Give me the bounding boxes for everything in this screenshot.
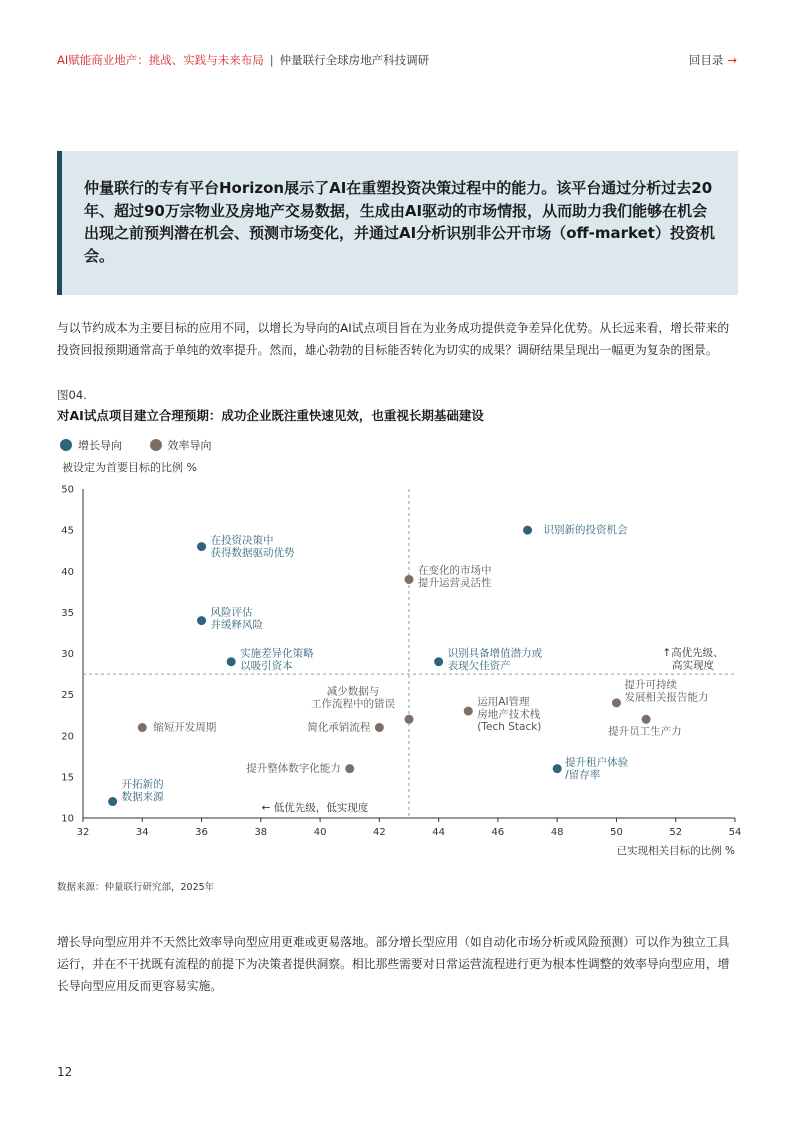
report-title: AI赋能商业地产：挑战、实践与未来布局 xyxy=(57,53,264,67)
data-point-label: 识别具备增值潜力或表现欠佳资产 xyxy=(447,647,543,673)
data-point xyxy=(345,764,354,773)
data-point xyxy=(405,715,414,724)
data-point xyxy=(464,707,473,716)
data-point-label: 识别新的投资机会 xyxy=(543,524,628,537)
data-point xyxy=(523,526,532,535)
y-tick-label: 20 xyxy=(61,731,74,743)
data-point-label: 实施差异化策略以吸引资本 xyxy=(240,647,314,673)
data-point-label: 缩短开发周期 xyxy=(153,721,217,734)
data-point xyxy=(108,797,117,806)
legend-label-efficiency: 效率导向 xyxy=(167,439,212,452)
data-point-label: 在投资决策中获得数据驱动优势 xyxy=(210,534,295,560)
y-tick-label: 35 xyxy=(61,607,74,619)
y-tick-label: 40 xyxy=(61,566,74,578)
x-tick-label: 42 xyxy=(372,827,386,838)
data-point-label: 减少数据与工作流程中的错误 xyxy=(311,685,395,710)
page-number: 12 xyxy=(57,1065,73,1079)
data-point-label: 提升租户体验/留存率 xyxy=(565,756,629,782)
y-tick-label: 30 xyxy=(61,649,74,660)
x-tick-label: 44 xyxy=(432,827,446,838)
x-tick-label: 48 xyxy=(550,827,564,838)
data-point xyxy=(434,657,443,666)
y-tick-label: 25 xyxy=(61,690,74,702)
data-point-label: 提升员工生产力 xyxy=(608,725,682,738)
x-tick-label: 46 xyxy=(491,827,505,838)
data-point xyxy=(553,764,562,773)
data-point xyxy=(612,698,621,707)
x-tick-label: 52 xyxy=(669,827,683,838)
x-tick-label: 40 xyxy=(313,827,327,838)
legend-label-growth: 增长导向 xyxy=(78,439,122,452)
x-tick-label: 36 xyxy=(195,827,208,838)
data-point xyxy=(138,723,147,732)
data-source: 数据来源：仲量联行研究部，2025年 xyxy=(57,882,215,893)
y-tick-label: 45 xyxy=(61,525,74,537)
data-point-label: 在变化的市场中提升运营灵活性 xyxy=(418,564,492,589)
data-point xyxy=(227,657,236,666)
data-point-label: 提升整体数字化能力 xyxy=(246,762,341,775)
body-paragraph-2: 增长导向型应用并不天然比效率导向型应用更难或更易落地。部分增长型应用（如自动化市场分析或风险预测）可以作为独立工具运行，并在不干扰既有流程的前提下为决策者提供洞察。相比那些需要对日常运营流程进行更为根本性调整的效率导向型应用，增长导向型应用反而更容易实施。 xyxy=(57,935,730,993)
annotation-low-priority: ← 低优先级，低实现度 xyxy=(261,802,369,814)
body-paragraph-1: 与以节约成本为主要目标的应用不同，以增长为导向的AI试点项目旨在为业务成功提供竞争差异化优势。从长远来看，增长带来的投资回报预期通常高于单纯的效率提升。然而，雄心勃勃的目标能否转化为切实的成果？调研结果呈现出一幅更为复杂的图景。 xyxy=(57,321,730,357)
x-tick-label: 38 xyxy=(254,827,268,838)
data-point xyxy=(642,715,651,724)
y-tick-label: 15 xyxy=(61,772,74,784)
arrow-right-icon: → xyxy=(727,53,737,67)
data-point-label: 开拓新的数据来源 xyxy=(121,778,164,804)
y-tick-label: 50 xyxy=(61,484,74,496)
toc-label: 回目录 xyxy=(688,53,724,67)
x-tick-label: 32 xyxy=(76,827,90,838)
callout-text: 仲量联行的专有平台Horizon展示了AI在重塑投资决策过程中的能力。该平台通过分析过去20年、超过90万宗物业及房地产交易数据，生成由AI驱动的市场情报，从而助力我们能够在机会出现之前预判潜在机会、预测市场变化，并通过AI分析识别非公开市场（off-market）投资机会。 xyxy=(84,179,715,265)
y-axis-label: 被设定为首要目标的比例 % xyxy=(62,461,197,474)
data-point xyxy=(405,575,414,584)
data-point-label: 运用AI管理房地产技术栈(Tech Stack) xyxy=(477,696,542,734)
y-tick-label: 10 xyxy=(61,813,74,825)
x-tick-label: 34 xyxy=(135,827,149,838)
data-point xyxy=(197,542,206,551)
x-axis-title: 已实现相关目标的比例 % xyxy=(616,845,735,857)
report-subtitle: 仲量联行全球房地产科技调研 xyxy=(279,53,430,67)
annotation-high-priority: ↑高优先级、高实现度 xyxy=(662,647,724,672)
x-tick-label: 50 xyxy=(610,827,623,838)
figure-number: 图04. xyxy=(57,388,87,402)
x-tick-label: 54 xyxy=(728,827,742,838)
data-point xyxy=(375,723,384,732)
figure-title: 对AI试点项目建立合理预期：成功企业既注重快速见效，也重视长期基础建设 xyxy=(57,408,484,423)
data-point-label: 简化承销流程 xyxy=(307,721,371,734)
header-separator: | xyxy=(269,53,274,67)
data-point xyxy=(197,616,206,625)
data-point-label: 提升可持续发展相关报告能力 xyxy=(624,678,709,704)
data-point-label: 风险评估并缓释风险 xyxy=(210,606,264,632)
